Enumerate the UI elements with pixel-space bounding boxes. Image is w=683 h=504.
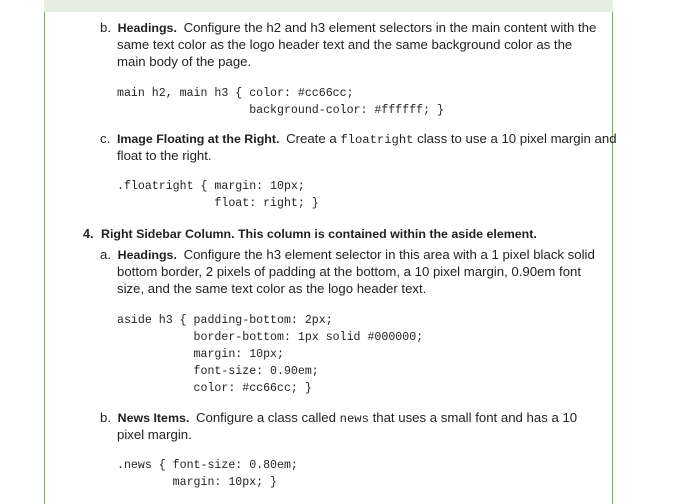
- item-b-code: main h2, main h3 { color: #cc66cc; background-color: #ffffff; }: [117, 87, 444, 117]
- item-b-line1: [100, 19, 596, 37]
- section-4-item-b-class-name: news: [339, 412, 369, 426]
- right-margin-rule: [612, 12, 613, 504]
- section-4-item-b-marker: b.: [100, 410, 111, 425]
- section-4-item-b-text1-prefix: Configure a class called: [195, 410, 336, 425]
- item-c-class-name: floatright: [340, 133, 414, 147]
- section-4-item-a-heading: Headings.: [117, 248, 177, 262]
- section-4-item-a-marker: a.: [100, 247, 111, 262]
- item-c-code: .floatright { margin: 10px; float: right; }: [117, 180, 319, 210]
- item-c-marker: c.: [100, 131, 111, 146]
- item-c-heading: Image Floating at the Right.: [116, 132, 280, 146]
- section-4-item-b-code: .news { font-size: 0.80em; margin: 10px; }: [117, 459, 298, 489]
- section-4-number: 4.: [83, 227, 94, 241]
- section-4-item-a-text3: size, and the same text color as the logo header text.: [117, 281, 427, 296]
- section-4-title: Right Sidebar Column. This column is contained within the aside element.: [101, 227, 537, 241]
- item-c-text2: float to the right.: [117, 148, 212, 163]
- item-b-text2: same text color as the logo header text and the same background color as the: [117, 37, 573, 52]
- section-4-item-b-heading: News Items.: [117, 411, 190, 425]
- section-4-item-b-text2: pixel margin.: [117, 427, 192, 442]
- item-b-heading: Headings.: [117, 21, 177, 35]
- section-4-item-b-text1-suffix: that uses a small font and has a 10: [372, 410, 578, 425]
- item-c-text1-suffix: class to use a 10 pixel margin and: [417, 131, 617, 146]
- section-4-item-a-text2: bottom border, 2 pixels of padding at the bottom, a 10 pixel margin, 0.90em font: [117, 264, 582, 279]
- section-4-item-a-code: aside h3 { padding-bottom: 2px; border-bottom: 1px solid #000000; margin: 10px; font-size: 0.90em; color: #cc66cc; }: [117, 314, 424, 395]
- section-4-item-a-line1: [100, 246, 595, 264]
- item-b-text1: Configure the h2 and h3 element selectors in the main content with the: [183, 20, 597, 35]
- item-b-text3: main body of the page.: [117, 54, 252, 69]
- left-margin-rule: [44, 12, 45, 504]
- item-c-text1-prefix: Create a: [286, 131, 337, 146]
- section-4-item-a-text1: Configure the h3 element selector in this area with a 1 pixel black solid: [183, 247, 595, 262]
- item-b-marker: b.: [100, 20, 111, 35]
- page-top-band: [44, 0, 613, 12]
